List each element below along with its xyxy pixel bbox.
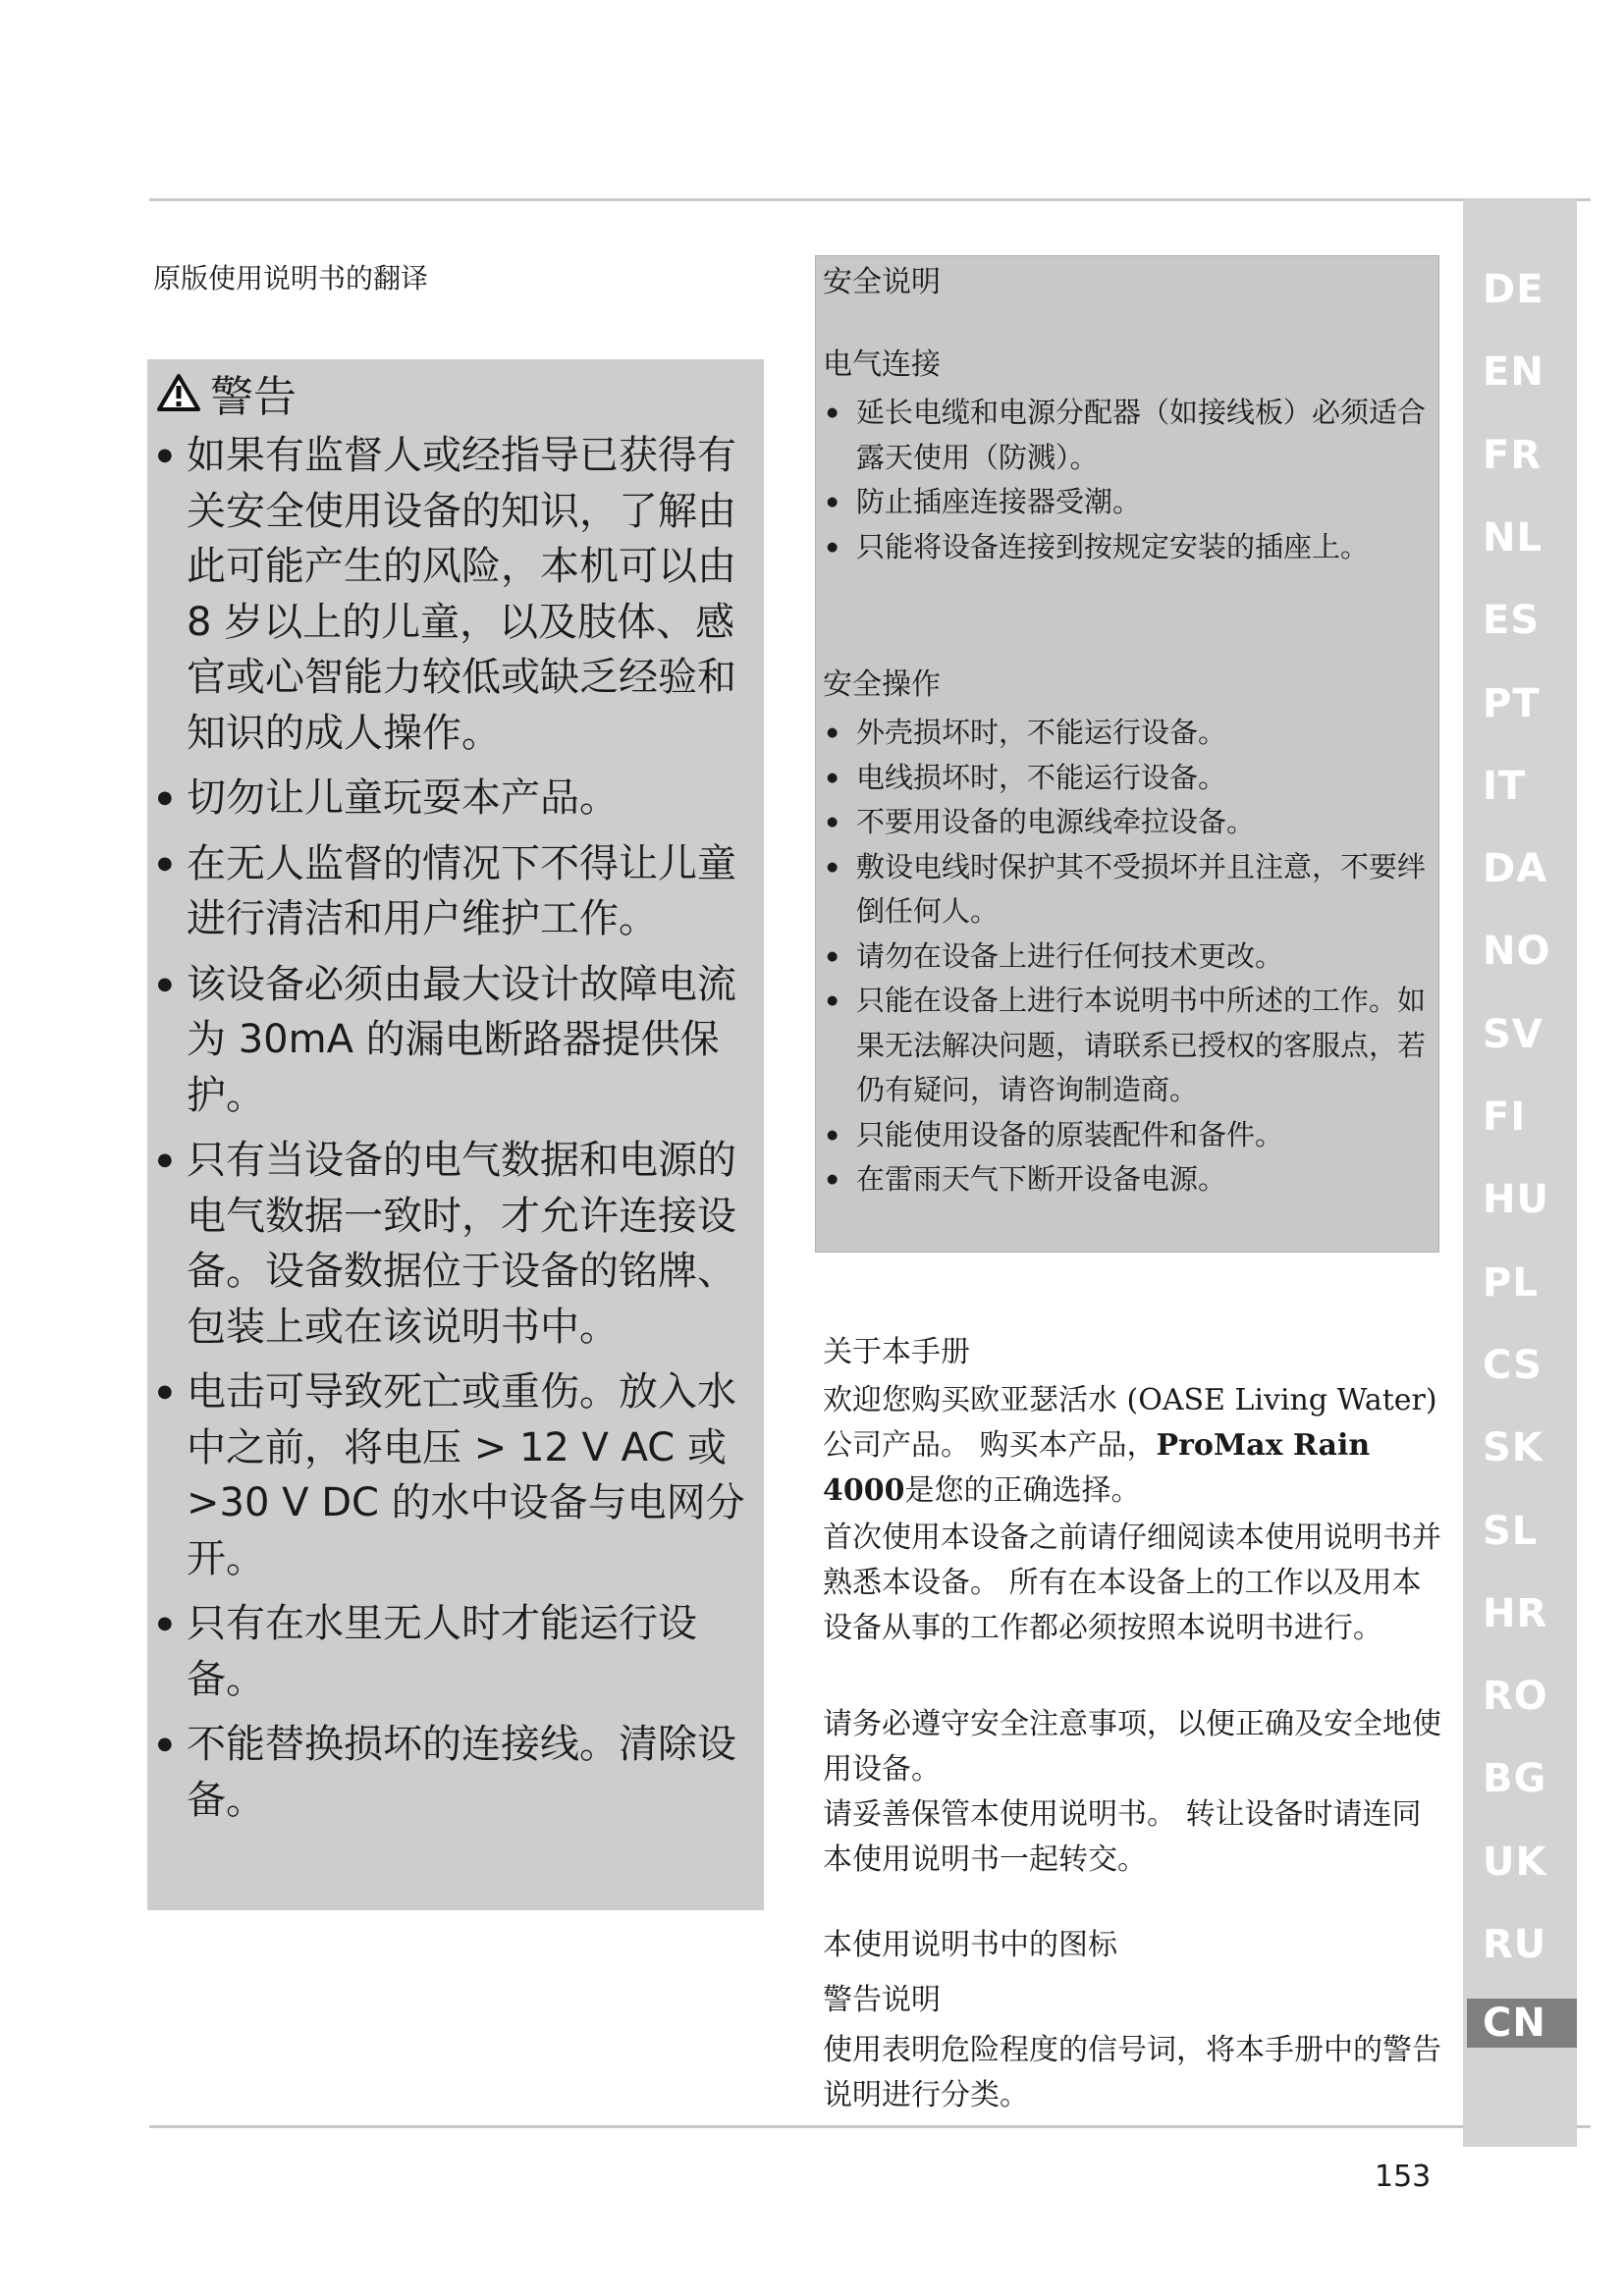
language-tab-da[interactable]: DA (1483, 846, 1548, 892)
language-tab-es[interactable]: ES (1483, 598, 1541, 644)
about-paragraph-read: 首次使用本设备之前请仔细阅读本使用说明书并熟悉本设备。 所有在本设备上的工作以及用本设备从事的工作都必须按照本说明书进行。 (823, 1521, 1441, 1645)
document-title: 原版使用说明书的翻译 (153, 262, 429, 294)
about-paragraph-keep: 请妥善保管本使用说明书。 转让设备时请连同本使用说明书一起转交。 (823, 1797, 1422, 1877)
language-tab-en[interactable]: EN (1483, 349, 1544, 396)
warning-heading (157, 363, 297, 422)
electrical-item: ● 防止插座连接器受潮。 (823, 480, 1430, 525)
electrical-heading: 电气连接 (823, 347, 941, 382)
bottom-rule (149, 2125, 1591, 2128)
electrical-item: ● 延长电缆和电源分配器（如接线板）必须适合露天使用（防溅）。 (823, 391, 1430, 480)
language-tab-no[interactable]: NO (1483, 929, 1551, 975)
product-name: ProMax Rain 4000 (823, 1428, 1371, 1508)
language-tab-hu[interactable]: HU (1483, 1177, 1549, 1223)
language-tab-cn[interactable]: CN (1467, 1999, 1577, 2048)
warning-notes-text: 使用表明危险程度的信号词，将本手册中的警告说明进行分类。 (823, 2033, 1441, 2112)
warning-item: ● 在无人监督的情况下不得让儿童进行清洁和用户维护工作。 (157, 836, 762, 947)
language-tab-fi[interactable]: FI (1483, 1095, 1527, 1140)
operation-item: ● 在雷雨天气下断开设备电源。 (823, 1157, 1430, 1202)
operation-item: ● 只能使用设备的原装配件和备件。 (823, 1113, 1430, 1158)
language-tab-uk[interactable]: UK (1483, 1839, 1547, 1885)
about-paragraph-safety: 请务必遵守安全注意事项，以便正确及安全地使用设备。 (823, 1707, 1441, 1787)
warning-notes-heading: 警告说明 (823, 1983, 941, 2017)
warning-item: ● 只有当设备的电气数据和电源的电气数据一致时，才允许连接设备。设备数据位于设备的铭牌、包装上或在该说明书中。 (157, 1133, 762, 1355)
warning-item: ● 该设备必须由最大设计故障电流为 30mA 的漏电断路器提供保护。 (157, 957, 762, 1124)
language-tab-sv[interactable]: SV (1483, 1011, 1543, 1057)
warning-item: ● 电击可导致死亡或重伤。放入水中之前，将电压 > 12 V AC 或 >30 V DC 的水中设备与电网分开。 (157, 1364, 762, 1586)
warning-item: ● 切勿让儿童玩耍本产品。 (157, 771, 762, 827)
warning-item: ● 不能替换损坏的连接线。清除设备。 (157, 1717, 762, 1828)
operation-list (823, 711, 1430, 1202)
operation-item: ● 敷设电线时保护其不受损坏并且注意，不要绊倒任何人。 (823, 845, 1430, 934)
about-paragraph-welcome: 欢迎您购买欧亚瑟活水 (OASE Living Water) 公司产品。 购买本产品，ProMax Rain 4000是您的正确选择。 (823, 1383, 1437, 1508)
electrical-item: ● 只能将设备连接到按规定安装的插座上。 (823, 525, 1430, 570)
about-heading: 关于本手册 (823, 1335, 970, 1369)
operation-heading: 安全操作 (823, 667, 941, 702)
language-tab-pt[interactable]: PT (1483, 680, 1541, 726)
language-tab-ru[interactable]: RU (1483, 1922, 1547, 1967)
electrical-list (823, 391, 1430, 569)
page-number: 153 (1375, 2160, 1432, 2194)
language-tab-sl[interactable]: SL (1483, 1508, 1539, 1554)
warning-item: ● 如果有监督人或经指导已获得有关安全使用设备的知识，了解由此可能产生的风险，本机可以由 8 岁以上的儿童，以及肢体、感官或心智能力较低或缺乏经验和知识的成人操作。 (157, 428, 762, 761)
operation-item: ● 电线损坏时，不能运行设备。 (823, 756, 1430, 801)
safety-title: 安全说明 (823, 265, 941, 299)
warning-item: ● 只有在水里无人时才能运行设备。 (157, 1596, 762, 1707)
warning-triangle-icon (157, 373, 200, 412)
operation-item: ● 只能在设备上进行本说明书中所述的工作。如果无法解决问题，请联系已授权的客服点，若仍有疑问，请咨询制造商。 (823, 979, 1430, 1113)
warning-list (157, 428, 762, 1838)
language-tab-de[interactable]: DE (1483, 267, 1544, 312)
warning-title: 警告 (210, 372, 297, 422)
language-tab-ro[interactable]: RO (1483, 1674, 1548, 1720)
operation-item: ● 请勿在设备上进行任何技术更改。 (823, 934, 1430, 980)
language-tab-sk[interactable]: SK (1483, 1425, 1543, 1471)
top-rule (149, 198, 1591, 201)
operation-item: ● 不要用设备的电源线牵拉设备。 (823, 800, 1430, 845)
language-tab-hr[interactable]: HR (1483, 1590, 1548, 1636)
language-tab-cs[interactable]: CS (1483, 1342, 1543, 1388)
operation-item: ● 外壳损坏时，不能运行设备。 (823, 711, 1430, 756)
language-tab-pl[interactable]: PL (1483, 1259, 1539, 1306)
symbols-heading: 本使用说明书中的图标 (823, 1928, 1117, 1962)
language-tab-nl[interactable]: NL (1483, 514, 1543, 561)
language-tab-bg[interactable]: BG (1483, 1756, 1547, 1802)
language-tab-it[interactable]: IT (1483, 763, 1527, 809)
language-tab-fr[interactable]: FR (1483, 432, 1543, 478)
